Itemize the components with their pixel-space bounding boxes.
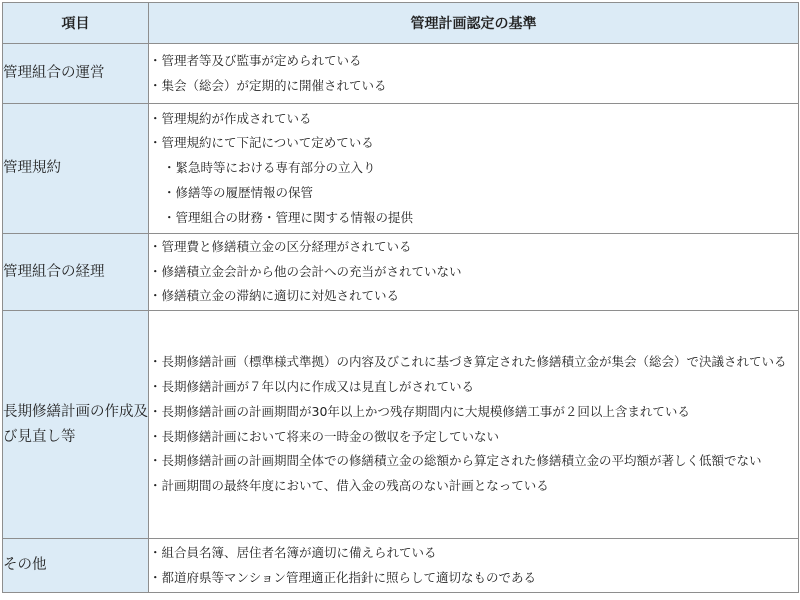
- row-criteria-cell: [149, 104, 799, 234]
- criteria-line: ・都道府県等マンション管理適正化指針に照らして適切なものである: [149, 569, 536, 585]
- criteria-line: ・管理費と修繕積立金の区分経理がされている: [149, 238, 412, 254]
- criteria-line: ・長期修繕計画の計画期間全体での修繕積立金の総額から算定された修繕積立金の平均額が著しく低額でない: [149, 453, 762, 469]
- criteria-line: ・長期修繕計画が７年以内に作成又は見直しがされている: [149, 378, 475, 394]
- table-header-row: [3, 3, 799, 44]
- row-criteria-cell: [149, 311, 799, 539]
- criteria-line: ・長期修繕計画において将来の一時金の徴収を予定していない: [149, 428, 500, 444]
- row-criteria-cell: [149, 44, 799, 104]
- criteria-line: ・長期修繕計画（標準様式準拠）の内容及びこれに基づき算定された修繕積立金が集会（総会）で決議されている: [149, 354, 787, 370]
- table-row: [3, 234, 799, 311]
- criteria-line: ・計画期間の最終年度において、借入金の残高のない計画となっている: [149, 478, 549, 494]
- table-row: [3, 104, 799, 234]
- criteria-subline: ・修繕等の履歴情報の保管: [163, 184, 314, 200]
- table-row: [3, 539, 799, 593]
- criteria-line: ・組合員名簿、居住者名簿が適切に備えられている: [149, 544, 437, 560]
- criteria-subline: ・緊急時等における専有部分の立入り: [163, 160, 376, 176]
- row-item-label: 管理規約: [3, 104, 149, 234]
- criteria-line: ・管理規約が作成されている: [149, 110, 312, 126]
- row-item-label: 管理組合の経理: [3, 234, 149, 311]
- row-item-label: 管理組合の運営: [3, 44, 149, 104]
- header-criteria: 管理計画認定の基準: [149, 3, 799, 44]
- criteria-subline: ・管理組合の財務・管理に関する情報の提供: [163, 209, 414, 225]
- header-item: 項目: [3, 3, 149, 44]
- table-row: [3, 44, 799, 104]
- criteria-line: ・長期修繕計画の計画期間が30年以上かつ残存期間内に大規模修繕工事が２回以上含まれている: [149, 403, 690, 419]
- criteria-line: ・修繕積立金会計から他の会計への充当がされていない: [149, 263, 462, 279]
- criteria-line: ・管理者等及び監事が定められている: [149, 52, 362, 68]
- table-row: [3, 311, 799, 539]
- row-criteria-cell: [149, 234, 799, 311]
- row-item-label: その他: [3, 539, 149, 593]
- criteria-line: ・管理規約にて下記について定めている: [149, 135, 374, 151]
- row-criteria-cell: [149, 539, 799, 593]
- management-plan-criteria-table: [2, 2, 799, 593]
- criteria-line: ・修繕積立金の滞納に適切に対処されている: [149, 288, 400, 304]
- criteria-line: ・集会（総会）が定期的に開催されている: [149, 77, 387, 93]
- row-item-label: 長期修繕計画の作成及び見直し等: [3, 311, 149, 539]
